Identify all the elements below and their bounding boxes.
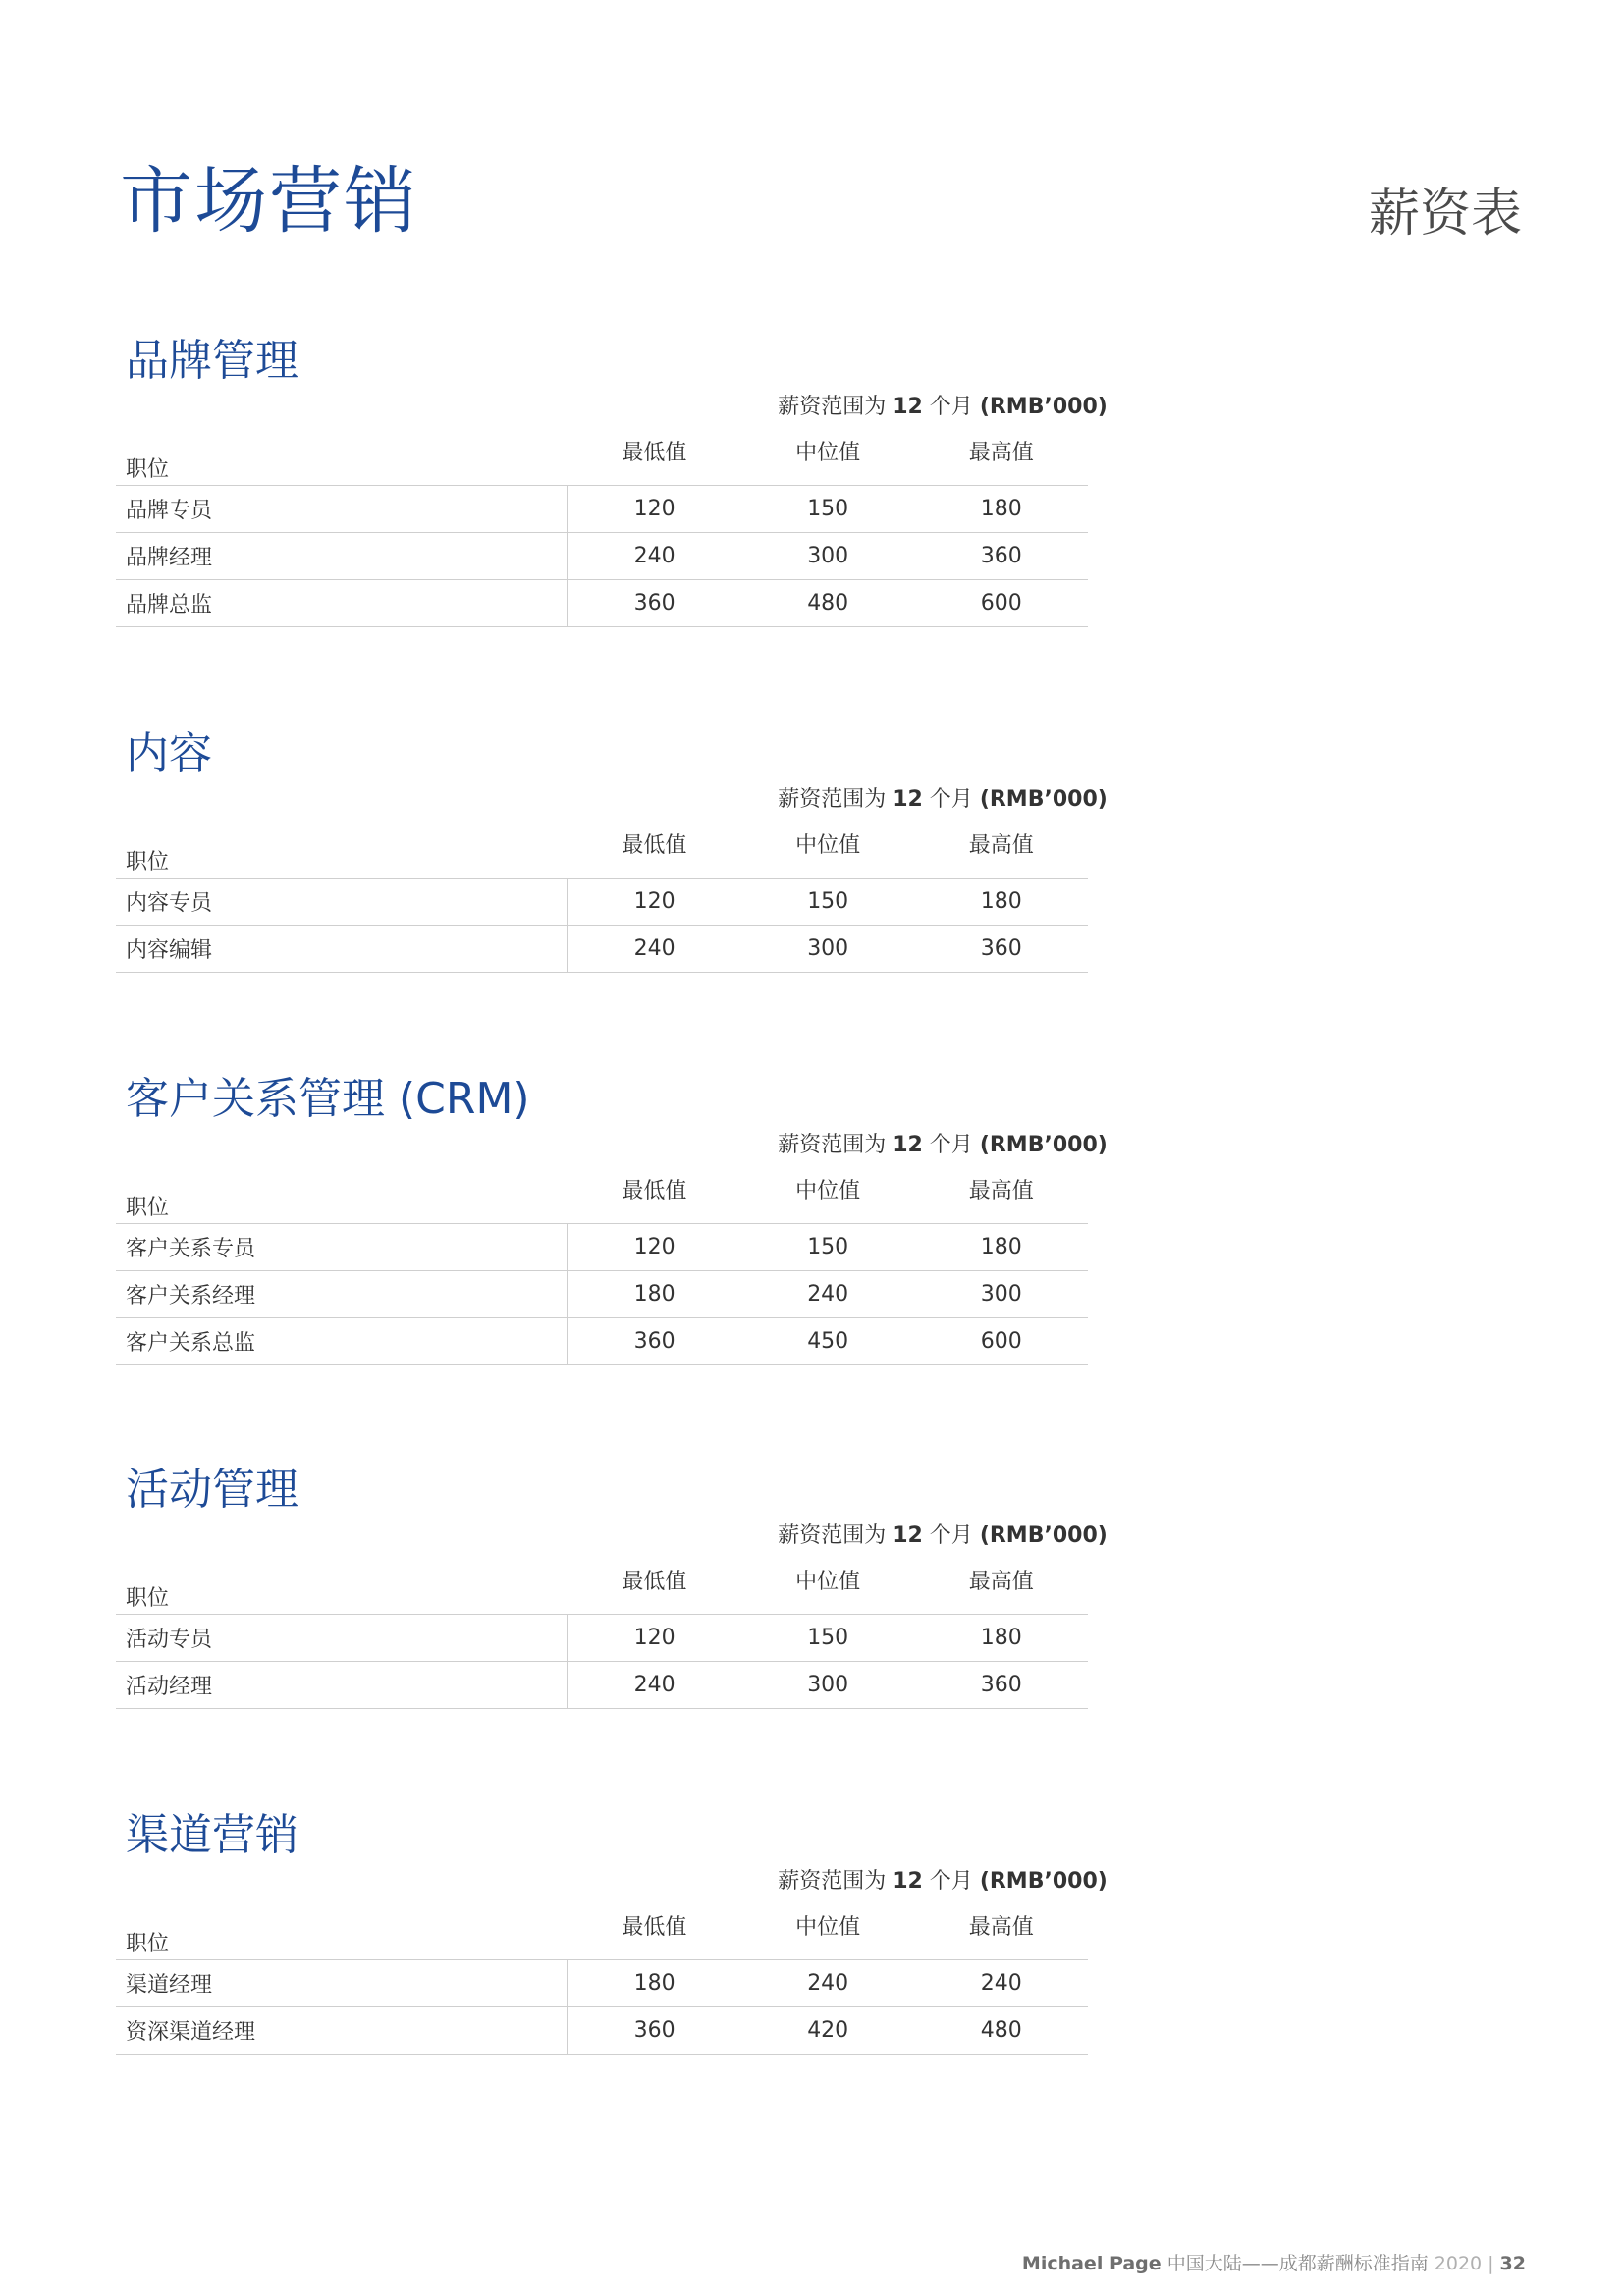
caption-months: 12 bbox=[893, 787, 923, 812]
footer-separator: | bbox=[1488, 2253, 1494, 2274]
footer-year: 2020 bbox=[1434, 2253, 1483, 2274]
cell-min: 120 bbox=[568, 486, 741, 533]
caption-prefix: 薪资范围为 bbox=[778, 395, 893, 419]
salary-section bbox=[116, 1463, 1108, 1699]
section-title: 内容 bbox=[126, 728, 212, 778]
salary-table bbox=[116, 1168, 1088, 1365]
cell-mid: 420 bbox=[741, 2007, 915, 2055]
header-max: 最高值 bbox=[914, 430, 1088, 486]
caption-middle: 个月 bbox=[922, 1133, 980, 1157]
caption-unit: (RMB’000) bbox=[979, 787, 1108, 812]
cell-position: 客户关系专员 bbox=[116, 1224, 568, 1271]
caption-unit: (RMB’000) bbox=[979, 395, 1108, 419]
header-mid: 中位值 bbox=[741, 1168, 915, 1224]
header-mid: 中位值 bbox=[741, 823, 915, 879]
section-title: 客户关系管理 (CRM) bbox=[126, 1074, 530, 1124]
cell-min: 120 bbox=[568, 1224, 741, 1271]
cell-max: 300 bbox=[914, 1271, 1088, 1318]
table-row bbox=[116, 486, 1088, 533]
header-min: 最低值 bbox=[568, 430, 741, 486]
salary-range-caption bbox=[677, 393, 1208, 422]
cell-mid: 150 bbox=[741, 879, 915, 926]
cell-max: 600 bbox=[914, 1318, 1088, 1365]
salary-section bbox=[116, 1808, 1108, 2045]
table-row bbox=[116, 1960, 1088, 2007]
cell-mid: 450 bbox=[741, 1318, 915, 1365]
cell-min: 360 bbox=[568, 580, 741, 627]
cell-min: 180 bbox=[568, 1960, 741, 2007]
cell-position: 活动专员 bbox=[116, 1615, 568, 1662]
cell-position: 品牌总监 bbox=[116, 580, 568, 627]
table-row bbox=[116, 1271, 1088, 1318]
cell-position: 品牌经理 bbox=[116, 533, 568, 580]
salary-range-caption bbox=[677, 1131, 1208, 1160]
cell-position: 内容编辑 bbox=[116, 926, 568, 973]
caption-unit: (RMB’000) bbox=[979, 1869, 1108, 1894]
cell-mid: 240 bbox=[741, 1271, 915, 1318]
cell-max: 240 bbox=[914, 1960, 1088, 2007]
salary-table bbox=[116, 1559, 1088, 1709]
table-header-row bbox=[116, 430, 1088, 486]
cell-mid: 300 bbox=[741, 926, 915, 973]
header-mid: 中位值 bbox=[741, 1559, 915, 1615]
cell-position: 客户关系总监 bbox=[116, 1318, 568, 1365]
salary-section bbox=[116, 334, 1108, 617]
caption-prefix: 薪资范围为 bbox=[778, 787, 893, 812]
salary-section bbox=[116, 1072, 1108, 1356]
page-number: 32 bbox=[1499, 2253, 1526, 2274]
cell-position: 资深渠道经理 bbox=[116, 2007, 568, 2055]
header-mid: 中位值 bbox=[741, 1904, 915, 1960]
table-row bbox=[116, 533, 1088, 580]
salary-range-caption bbox=[677, 785, 1208, 815]
table-header-row bbox=[116, 823, 1088, 879]
caption-middle: 个月 bbox=[922, 787, 980, 812]
footer bbox=[1022, 2251, 1526, 2276]
cell-position: 客户关系经理 bbox=[116, 1271, 568, 1318]
caption-prefix: 薪资范围为 bbox=[778, 1869, 893, 1894]
caption-prefix: 薪资范围为 bbox=[778, 1133, 893, 1157]
header-max: 最高值 bbox=[914, 1904, 1088, 1960]
footer-brand: Michael Page bbox=[1021, 2253, 1162, 2274]
table-header-row bbox=[116, 1168, 1088, 1224]
header-max: 最高值 bbox=[914, 1168, 1088, 1224]
header-min: 最低值 bbox=[568, 1904, 741, 1960]
salary-table bbox=[116, 823, 1088, 973]
caption-months: 12 bbox=[893, 1869, 923, 1894]
header-position: 职位 bbox=[116, 1904, 568, 1960]
header-position: 职位 bbox=[116, 430, 568, 486]
cell-mid: 150 bbox=[741, 1615, 915, 1662]
cell-min: 360 bbox=[568, 1318, 741, 1365]
cell-max: 360 bbox=[914, 926, 1088, 973]
cell-position: 渠道经理 bbox=[116, 1960, 568, 2007]
section-title: 渠道营销 bbox=[126, 1810, 298, 1860]
footer-guide-title: 中国大陆——成都薪酬标准指南 bbox=[1161, 2253, 1435, 2274]
table-header-row bbox=[116, 1559, 1088, 1615]
cell-max: 180 bbox=[914, 1224, 1088, 1271]
cell-min: 120 bbox=[568, 879, 741, 926]
cell-max: 480 bbox=[914, 2007, 1088, 2055]
cell-min: 240 bbox=[568, 533, 741, 580]
section-title: 活动管理 bbox=[126, 1465, 298, 1515]
cell-mid: 480 bbox=[741, 580, 915, 627]
caption-middle: 个月 bbox=[922, 1869, 980, 1894]
cell-position: 内容专员 bbox=[116, 879, 568, 926]
table-row bbox=[116, 580, 1088, 627]
cell-max: 600 bbox=[914, 580, 1088, 627]
cell-min: 240 bbox=[568, 926, 741, 973]
table-row bbox=[116, 926, 1088, 973]
cell-mid: 300 bbox=[741, 1662, 915, 1709]
cell-position: 活动经理 bbox=[116, 1662, 568, 1709]
caption-unit: (RMB’000) bbox=[979, 1523, 1108, 1548]
header-min: 最低值 bbox=[568, 1559, 741, 1615]
cell-max: 180 bbox=[914, 1615, 1088, 1662]
salary-table bbox=[116, 430, 1088, 627]
cell-min: 180 bbox=[568, 1271, 741, 1318]
caption-months: 12 bbox=[893, 1133, 923, 1157]
table-header-row bbox=[116, 1904, 1088, 1960]
header-mid: 中位值 bbox=[741, 430, 915, 486]
salary-range-caption bbox=[677, 1522, 1208, 1551]
table-row bbox=[116, 1662, 1088, 1709]
cell-mid: 150 bbox=[741, 1224, 915, 1271]
header-max: 最高值 bbox=[914, 823, 1088, 879]
caption-prefix: 薪资范围为 bbox=[778, 1523, 893, 1548]
table-row bbox=[116, 879, 1088, 926]
salary-range-caption bbox=[677, 1867, 1208, 1896]
caption-months: 12 bbox=[893, 395, 923, 419]
table-row bbox=[116, 1318, 1088, 1365]
header-position: 职位 bbox=[116, 1559, 568, 1615]
salary-table bbox=[116, 1904, 1088, 2055]
cell-mid: 240 bbox=[741, 1960, 915, 2007]
caption-months: 12 bbox=[893, 1523, 923, 1548]
cell-min: 240 bbox=[568, 1662, 741, 1709]
cell-mid: 300 bbox=[741, 533, 915, 580]
caption-middle: 个月 bbox=[922, 395, 980, 419]
table-row bbox=[116, 1224, 1088, 1271]
header-position: 职位 bbox=[116, 823, 568, 879]
cell-max: 360 bbox=[914, 533, 1088, 580]
header-min: 最低值 bbox=[568, 1168, 741, 1224]
cell-position: 品牌专员 bbox=[116, 486, 568, 533]
page-subtitle: 薪资表 bbox=[1368, 185, 1522, 243]
salary-section bbox=[116, 726, 1108, 963]
cell-min: 120 bbox=[568, 1615, 741, 1662]
header-position: 职位 bbox=[116, 1168, 568, 1224]
table-row bbox=[116, 2007, 1088, 2055]
header-max: 最高值 bbox=[914, 1559, 1088, 1615]
page-title: 市场营销 bbox=[120, 159, 418, 243]
caption-middle: 个月 bbox=[922, 1523, 980, 1548]
cell-mid: 150 bbox=[741, 486, 915, 533]
section-title: 品牌管理 bbox=[126, 336, 298, 386]
table-row bbox=[116, 1615, 1088, 1662]
cell-max: 180 bbox=[914, 879, 1088, 926]
cell-max: 180 bbox=[914, 486, 1088, 533]
cell-max: 360 bbox=[914, 1662, 1088, 1709]
caption-unit: (RMB’000) bbox=[979, 1133, 1108, 1157]
header-min: 最低值 bbox=[568, 823, 741, 879]
cell-min: 360 bbox=[568, 2007, 741, 2055]
